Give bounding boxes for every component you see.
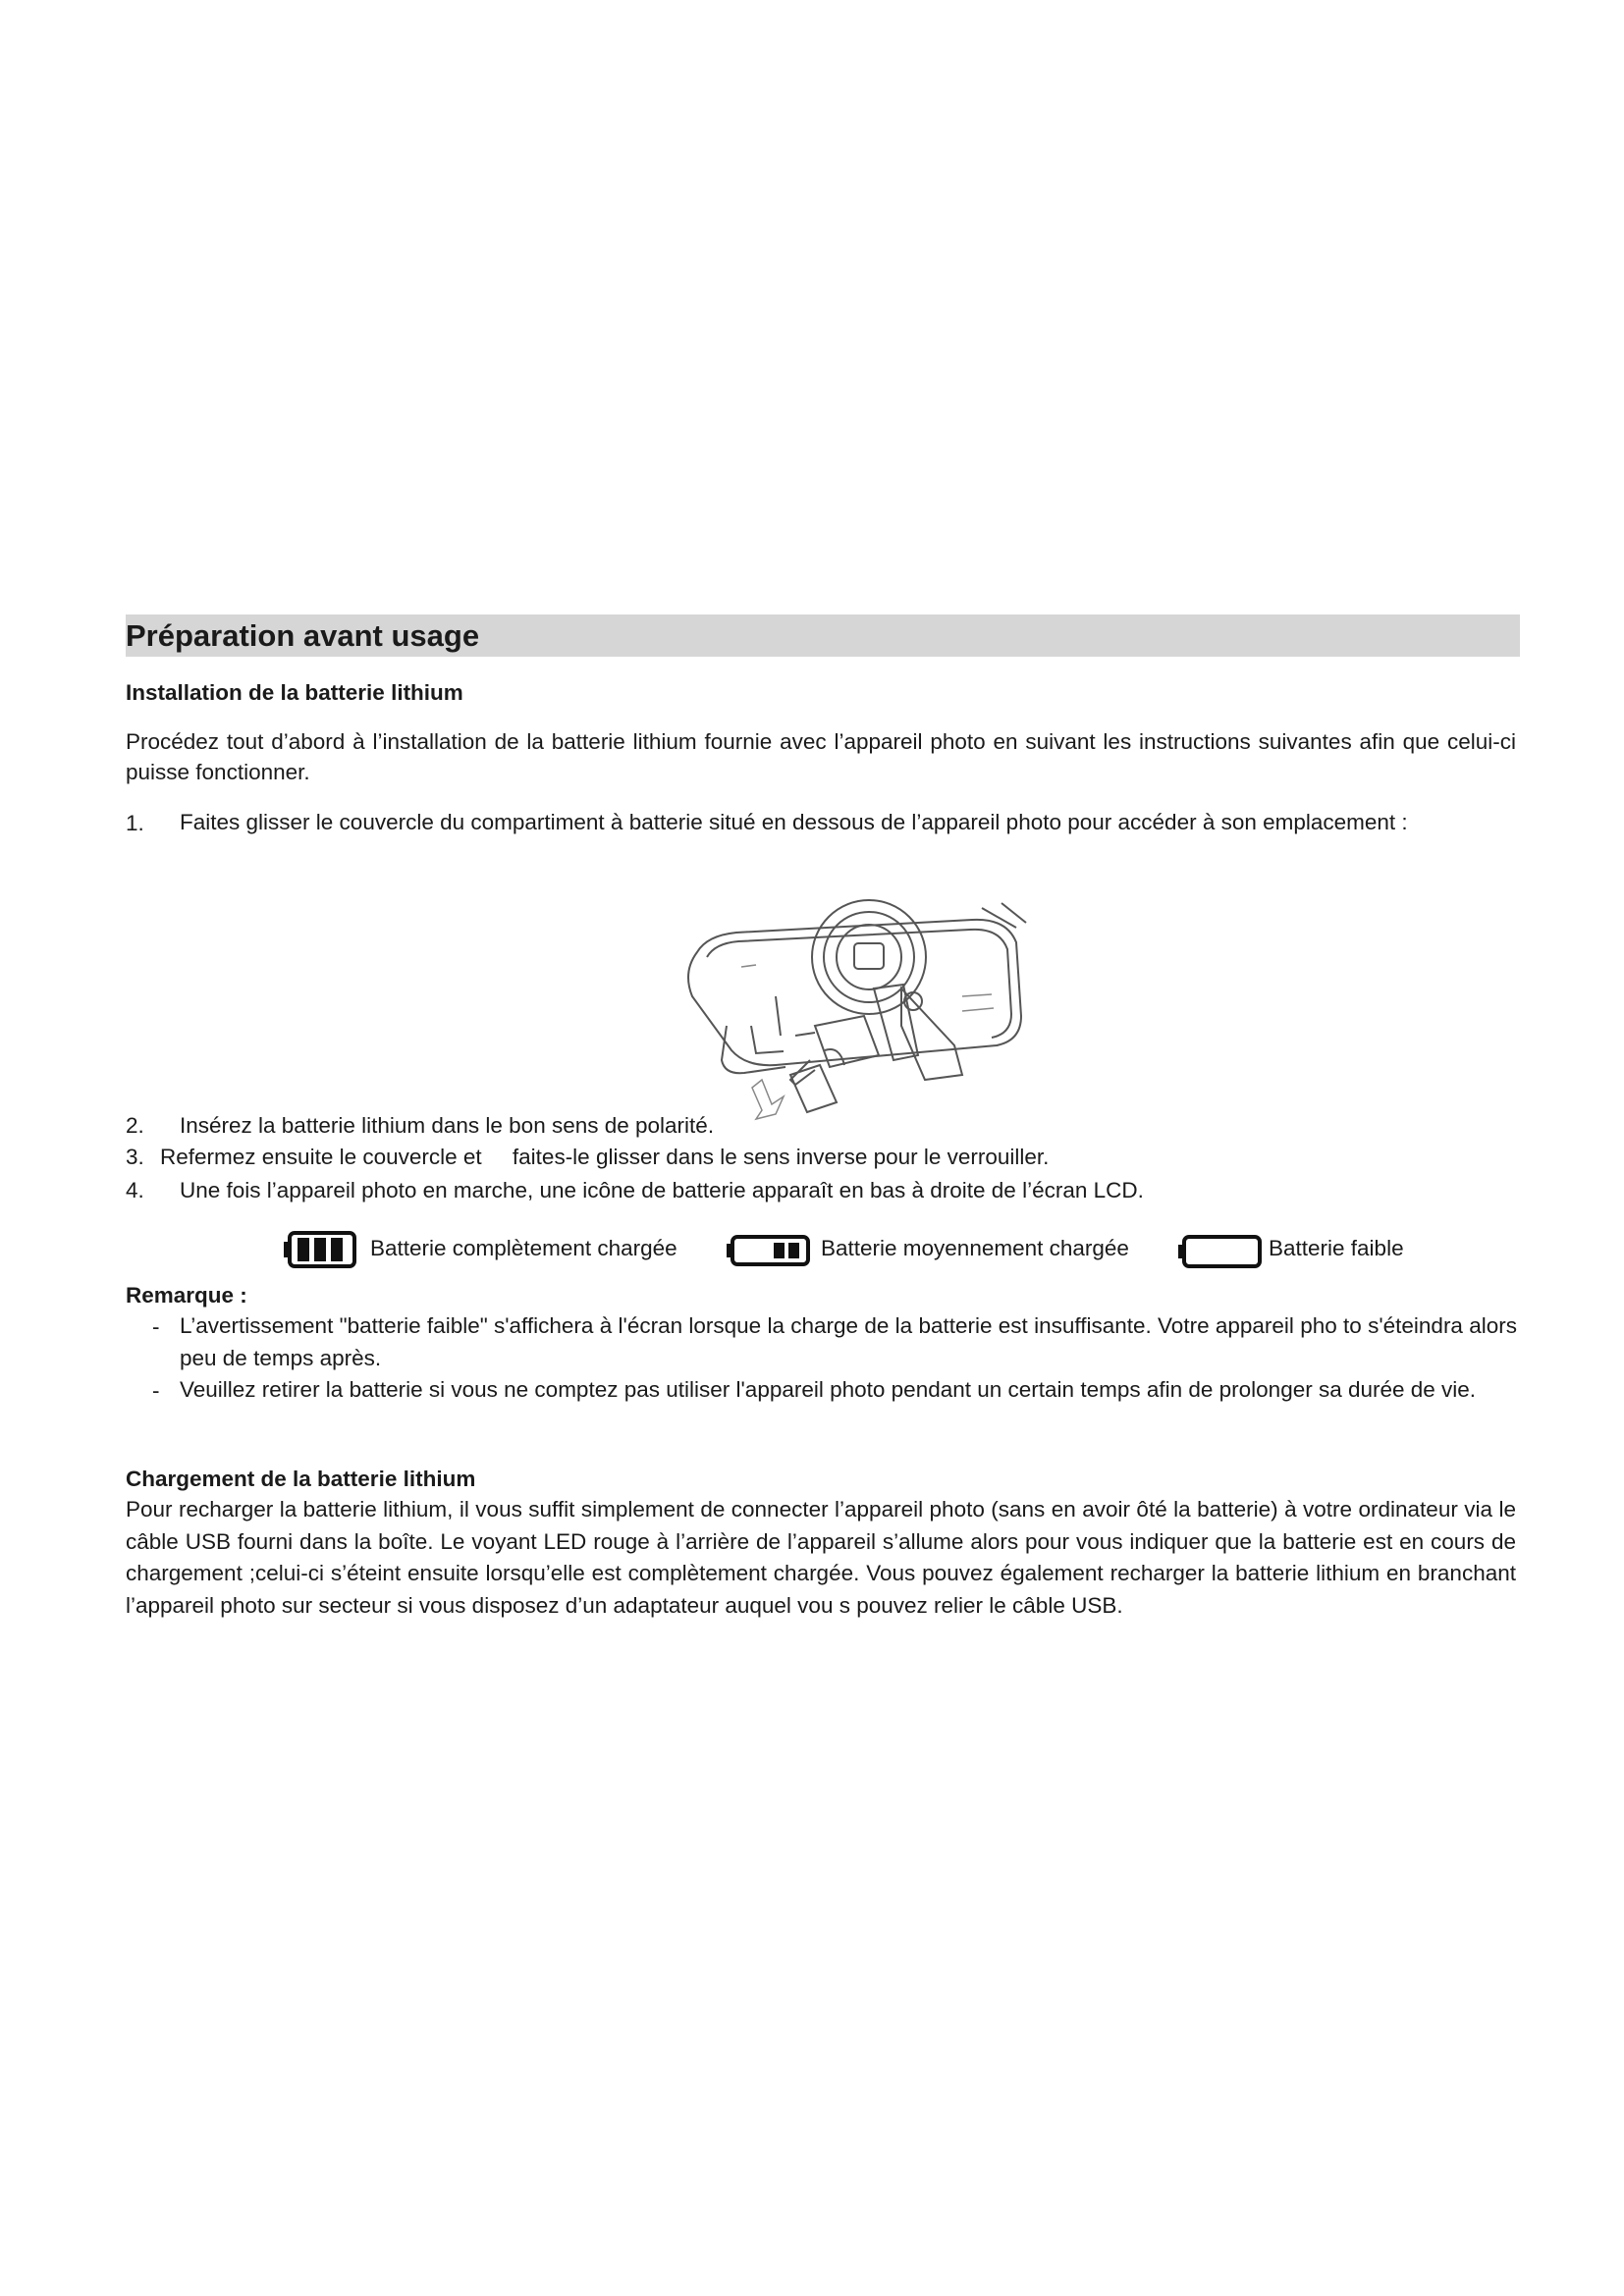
section-title: Préparation avant usage — [126, 618, 480, 653]
step-1-number: 1. — [126, 811, 144, 835]
step-1-text: Faites glisser le couvercle du compartiment à batterie situé en dessous de l’appareil photo pour accéder à son emplacement : — [180, 810, 1408, 834]
step-3-number: 3. — [126, 1145, 144, 1169]
battery-full-icon — [284, 1230, 360, 1269]
step-4-number: 4. — [126, 1178, 144, 1202]
camera-battery-illustration — [668, 879, 1031, 1124]
battery-legend — [280, 1230, 1458, 1269]
battery-low-label: Batterie faible — [1269, 1236, 1404, 1260]
battery-low-icon — [1178, 1234, 1263, 1269]
step-2-number: 2. — [126, 1113, 144, 1138]
charging-text: Pour recharger la batterie lithium, il vous suffit simplement de connecter l’appareil photo (sans en avoir ôté la batterie) à votre ordinateur via le câble USB fourni dans la boîte. Le voyant LED rouge à l’arrière de l’appareil s’allume alors pour vous indiquer que la batterie est en cours de chargement ;celui-ci s’éteint ensuite lorsqu’elle est complètement chargée. Vous pouvez également recharger la batterie lithium en branchant l’appareil photo sur secteur si vous disposez d’un adaptateur auquel vou s pouvez relier le câble USB. — [126, 1497, 1516, 1618]
step-2-text: Insérez la batterie lithium dans le bon sens de polarité. — [180, 1113, 715, 1138]
remark-2-text: Veuillez retirer la batterie si vous ne comptez pas utiliser l'appareil photo pendant un certain temps afin de prolonger sa durée de vie. — [180, 1377, 1477, 1402]
battery-medium-icon — [727, 1234, 811, 1267]
battery-full-label: Batterie complètement chargée — [370, 1236, 677, 1260]
install-intro: Procédez tout d’abord à l’installation de la batterie lithium fournie avec l’appareil photo en suivant les instructions suivantes afin que celui-ci puisse fonctionner. — [126, 729, 1516, 784]
remark-1-dash: - — [152, 1314, 160, 1339]
remark-heading: Remarque : — [126, 1283, 247, 1308]
remark-2-dash: - — [152, 1378, 160, 1403]
step-4-text: Une fois l’appareil photo en marche, une icône de batterie apparaît en bas à droite de l’écran LCD. — [180, 1178, 1144, 1202]
battery-medium-label: Batterie moyennement chargée — [821, 1236, 1129, 1260]
charging-heading: Chargement de la batterie lithium — [126, 1467, 476, 1491]
remark-1-text: L’avertissement "batterie faible" s'affichera à l'écran lorsque la charge de la batterie est insuffisante. Votre appareil pho to s'éteindra alors peu de temps après. — [180, 1313, 1517, 1370]
install-heading: Installation de la batterie lithium — [126, 680, 463, 705]
step-3-text: Refermez ensuite le couvercle et faites-le glisser dans le sens inverse pour le verrouiller. — [160, 1145, 1050, 1169]
